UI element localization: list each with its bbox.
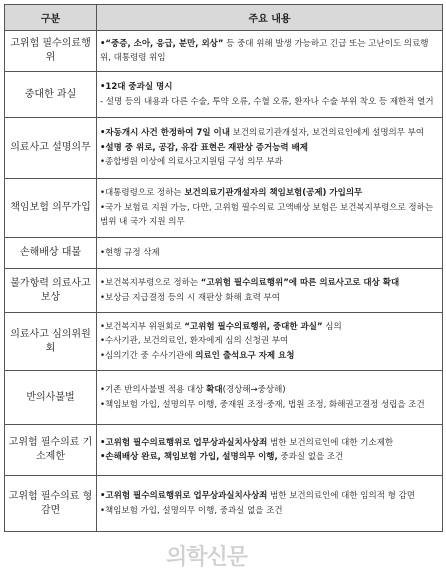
content-bold-text: “고위험 필수의료행위, 중대한 과실” <box>184 321 323 332</box>
row-content <box>97 371 443 425</box>
content-bold-text: •12대 중과실 명시 <box>100 82 173 92</box>
table-row <box>5 476 443 532</box>
content-bold-text: •설명 중 위로, 공감, 유감 표현은 재판상 증거능력 배제 <box>100 142 308 153</box>
row-category: 반의사불벌 <box>5 371 97 425</box>
content-text: •책임보험 가입, 설명의무 이행, 중재원 조정·중재, 법원 조정, 화해권고결정 성립을 조건 <box>100 399 425 410</box>
table-row <box>5 238 443 269</box>
table-row <box>5 313 443 371</box>
watermark-logo: 의학신문 <box>166 545 248 570</box>
table-row <box>5 269 443 313</box>
header-content: 주요 내용 <box>97 5 443 31</box>
row-content <box>97 179 443 238</box>
table-body <box>5 31 443 532</box>
content-line <box>100 489 438 504</box>
table-row <box>5 31 443 72</box>
row-content <box>97 31 443 72</box>
row-category: 손해배상 대불 <box>5 238 97 269</box>
content-text: •기존 반의사불벌 적용 대상 <box>100 385 207 395</box>
row-category: 중대한 과실 <box>5 72 97 118</box>
row-category: 의료사고 설명의무 <box>5 118 97 179</box>
row-content <box>97 238 443 269</box>
content-text: •수사기관, 보건의료인, 환자에게 심의 신청권 부여 <box>100 336 289 347</box>
content-text: •보건복지부 위원회로 <box>100 321 185 332</box>
content-text: •심의기간 중 수사기관에 <box>100 350 196 361</box>
content-text: - 설명 등의 내용과 다른 수술, 투약 오류, 수혈 오류, 환자나 수술 부위 착오 등 제한적 열거 <box>100 96 434 107</box>
row-category: 고위험 필수의료 형 감면 <box>5 476 97 532</box>
content-text: •대통령령으로 정하는 <box>100 188 185 199</box>
content-line <box>100 246 438 261</box>
content-line <box>100 80 438 95</box>
table-row <box>5 179 443 238</box>
content-bold-text: “고위험 필수의료행위”에 따른 의료사고로 대상 확대 <box>200 278 400 288</box>
content-text: •국가 보험료 지원 가능, 다만, 고위험 필수의료 고액배상 보험은 보건복지부령으로 정하는 범위 내 국가 지원 의무 <box>100 202 434 228</box>
content-text: 등 중대 위해 발생 가능하고 긴급 또는 고난이도 의료행위, 대통령령 위임 <box>100 38 429 63</box>
content-bold-text: •자동개시 사건 한정하여 7일 이내 <box>100 128 230 139</box>
row-category: 불가항력 의료사고 보상 <box>5 269 97 313</box>
content-bold-text: 보건의료기관개설자의 책임보험(공제) 가입의무 <box>184 188 363 199</box>
row-category: 고위험 필수의료 기소제한 <box>5 425 97 476</box>
content-text: 심의 <box>322 321 342 332</box>
content-line <box>100 276 438 291</box>
content-line <box>100 334 438 349</box>
content-text: •종합병원 이상에 의료사고지원팀 구성 의무 부과 <box>100 157 283 168</box>
table-row <box>5 72 443 118</box>
content-bold-text: 확대 <box>206 385 223 395</box>
content-bold-text: •고위험 필수의료행위로 업무상과실치사상죄 <box>100 491 268 501</box>
header-category: 구분 <box>5 5 97 31</box>
content-line <box>100 155 438 170</box>
table-row <box>5 425 443 476</box>
content-line <box>100 126 438 141</box>
content-text: •현행 규정 삭제 <box>100 247 160 258</box>
content-line <box>100 37 438 66</box>
content-line <box>100 398 438 413</box>
content-text: 보건의료기관개설자, 보건의료인에게 설명의무 부여 <box>229 128 425 139</box>
content-text: 중과실 없을 조건 <box>277 452 344 462</box>
content-line <box>100 450 438 465</box>
content-line <box>100 320 438 335</box>
content-line <box>100 95 438 110</box>
content-text: •보상금 지급결정 등의 시 재판상 화해 효력 부여 <box>100 292 280 303</box>
row-content <box>97 72 443 118</box>
table-header-row <box>5 5 443 31</box>
content-line <box>100 504 438 519</box>
row-content <box>97 476 443 532</box>
content-text: (경상해→중상해) <box>222 385 286 395</box>
content-text: 범한 보건의료인에 대한 임의적 형 감면 <box>267 491 415 501</box>
content-text: 범한 보건의료인에 대한 기소제한 <box>267 437 394 448</box>
content-text: •보건복지부령으로 정하는 <box>100 278 201 288</box>
content-line <box>100 436 438 451</box>
row-content <box>97 313 443 371</box>
content-bold-text: •고위험 필수의료행위로 업무상과실치사상죄 <box>100 437 268 448</box>
content-line <box>100 349 438 364</box>
content-text: •책임보험 가입, 설명의무 이행, 중과실 없을 조건 <box>100 505 283 516</box>
row-category: 의료사고 심의위원회 <box>5 313 97 371</box>
content-line <box>100 201 438 230</box>
row-category: 책임보험 의무가입 <box>5 179 97 238</box>
content-line <box>100 291 438 306</box>
content-line <box>100 141 438 156</box>
content-line <box>100 383 438 398</box>
table-row <box>5 371 443 425</box>
content-bold-text: •손해배상 완료, 책임보험 가입, 설명의무 이행, <box>100 452 278 462</box>
row-content <box>97 269 443 313</box>
content-bold-text: 의료인 출석요구 자제 요청 <box>195 350 295 361</box>
content-line <box>100 186 438 201</box>
table-row <box>5 118 443 179</box>
row-category: 고위험 필수의료행위 <box>5 31 97 72</box>
summary-table <box>4 4 443 532</box>
row-content <box>97 118 443 179</box>
content-bold-text: •“중증, 소아, 응급, 분만, 외상” <box>100 38 224 49</box>
row-content <box>97 425 443 476</box>
